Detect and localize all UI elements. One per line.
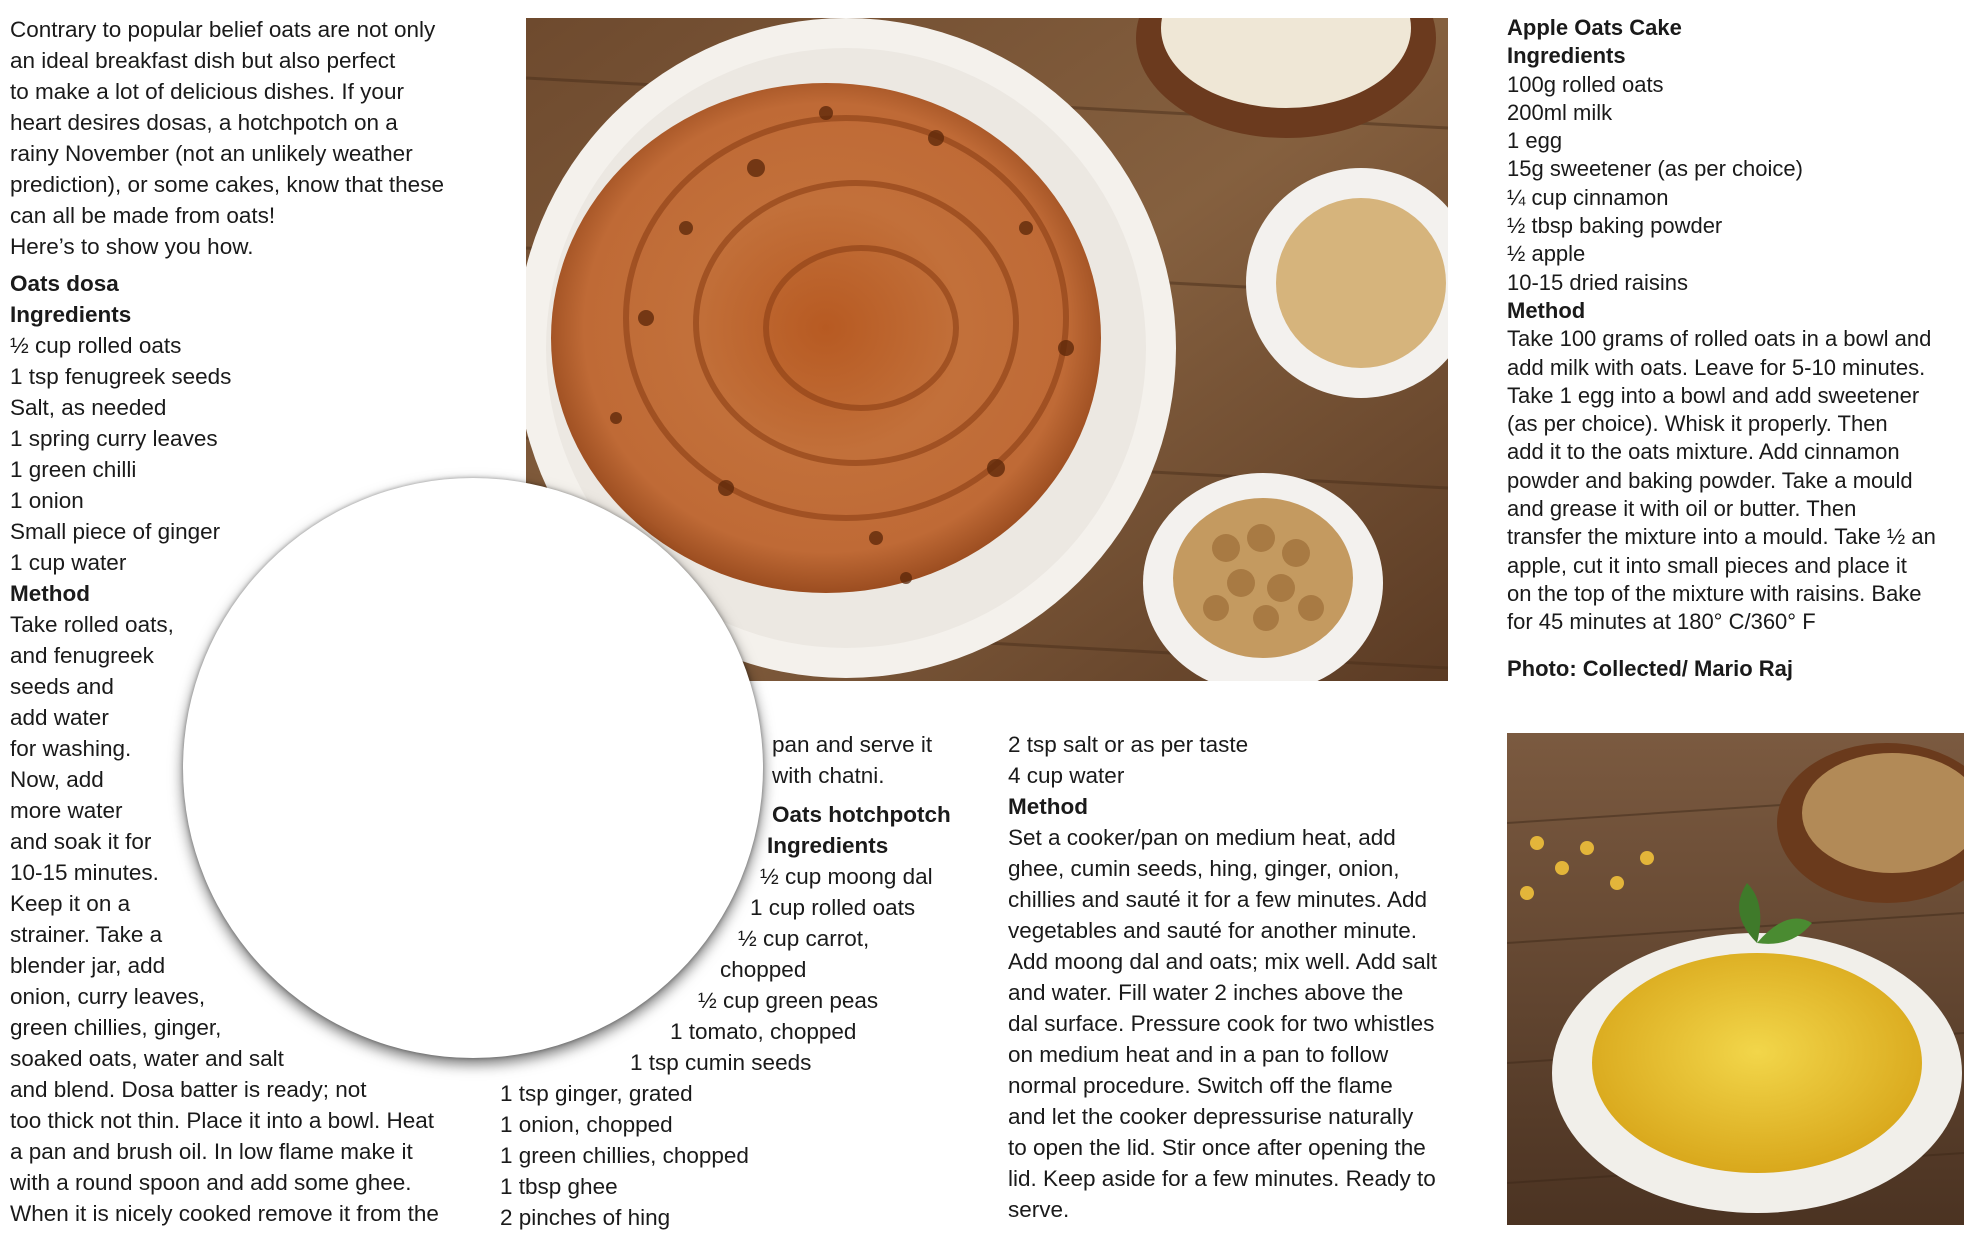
apple-cake-method-line: for 45 minutes at 180° C/360° F — [1507, 609, 1816, 635]
hotchpotch-ingredient: 4 cup water — [1008, 763, 1125, 788]
dosa-method-line: seeds and — [10, 674, 114, 699]
intro-line: can all be made from oats! — [10, 203, 276, 228]
hotchpotch-ingredient: 1 tomato, chopped — [670, 1019, 857, 1044]
apple-cake-ingredients-list — [1507, 71, 1967, 297]
apple-cake-ingredient: ¼ cup cinnamon — [1507, 184, 1669, 210]
dosa-method-line: and blend. Dosa batter is ready; not — [10, 1077, 367, 1102]
hotchpotch-method-line: lid. Keep aside for a few minutes. Ready to — [1008, 1166, 1436, 1191]
dosa-ingredient: Salt, as needed — [10, 395, 167, 420]
dosa-method-line: blender jar, add — [10, 953, 166, 978]
dosa-ingredient: Small piece of ginger — [10, 519, 221, 544]
hotchpotch-method-line: serve. — [1008, 1197, 1070, 1222]
dosa-ingredients-heading: Ingredients — [10, 302, 132, 327]
hotchpotch-ingredient: 1 green chillies, chopped — [500, 1143, 749, 1168]
hotchpotch-method-line: and let the cooker depressurise naturally — [1008, 1104, 1414, 1129]
apple-cake-ingredient: 100g rolled oats — [1507, 71, 1664, 97]
dosa-ingredient: 1 tsp fenugreek seeds — [10, 364, 232, 389]
dosa-method-cont-2: with chatni. — [772, 763, 885, 788]
intro-line: heart desires dosas, a hotchpotch on a — [10, 110, 398, 135]
hotchpotch-ingredient: chopped — [720, 957, 807, 982]
hotchpotch-method-line: normal procedure. Switch off the flame — [1008, 1073, 1393, 1098]
hotchpotch-ingredient: 1 tsp ginger, grated — [500, 1081, 693, 1106]
dosa-ingredient: ½ cup rolled oats — [10, 333, 182, 358]
hotchpotch-method-line: on medium heat and in a pan to follow — [1008, 1042, 1389, 1067]
dosa-method-line: too thick not thin. Place it into a bowl. Heat — [10, 1108, 434, 1133]
hotchpotch-method-line: to open the lid. Stir once after opening the — [1008, 1135, 1426, 1160]
apple-cake-method-text — [1507, 325, 1967, 636]
hotchpotch-ingredient: 2 tsp salt or as per taste — [1008, 732, 1249, 757]
dosa-ingredient: 1 spring curry leaves — [10, 426, 218, 451]
hotchpotch-ingredient: 1 onion, chopped — [500, 1112, 673, 1137]
dosa-method-cont-1: pan and serve it — [772, 732, 933, 757]
dosa-method-line: Now, add — [10, 767, 104, 792]
dosa-title: Oats dosa — [10, 271, 119, 296]
hotchpotch-ingredient: 1 tsp cumin seeds — [630, 1050, 812, 1075]
dosa-ingredient: 1 green chilli — [10, 457, 137, 482]
dosa-method-line: add water — [10, 705, 109, 730]
intro-line: prediction), or some cakes, know that these — [10, 172, 444, 197]
hotchpotch-method-line: dal surface. Pressure cook for two whistles — [1008, 1011, 1435, 1036]
dosa-method-line: Take rolled oats, — [10, 612, 174, 637]
intro-line: Here’s to show you how. — [10, 234, 254, 259]
dosa-method-line: green chillies, ginger, — [10, 1015, 222, 1040]
intro-line: Contrary to popular belief oats are not only — [10, 17, 436, 42]
dosa-method-line: strainer. Take a — [10, 922, 163, 947]
apple-cake-method-line: and grease it with oil or butter. Then — [1507, 496, 1857, 522]
hotchpotch-photo — [1507, 733, 1964, 1225]
apple-cake-method-line: add it to the oats mixture. Add cinnamon — [1507, 439, 1900, 465]
dosa-method-line: for washing. — [10, 736, 132, 761]
intro-paragraph — [10, 14, 480, 262]
apple-cake-ingredient: 15g sweetener (as per choice) — [1507, 156, 1803, 182]
intro-line: an ideal breakfast dish but also perfect — [10, 48, 396, 73]
dosa-method-line: 10-15 minutes. — [10, 860, 159, 885]
dosa-method-line: onion, curry leaves, — [10, 984, 206, 1009]
hotchpotch-ingredient: 1 cup rolled oats — [750, 895, 916, 920]
dosa-method-line: more water — [10, 798, 123, 823]
dosa-ingredient: 1 onion — [10, 488, 84, 513]
apple-cake-ingredient: 1 egg — [1507, 128, 1563, 154]
photo-credit: Photo: Collected/ Mario Raj — [1507, 655, 1794, 681]
dosa-method-line: Keep it on a — [10, 891, 131, 916]
spacer — [1507, 637, 1967, 655]
hotchpotch-method-line: and water. Fill water 2 inches above the — [1008, 980, 1404, 1005]
dosa-ingredient: 1 cup water — [10, 550, 127, 575]
hotchpotch-method-line: Add moong dal and oats; mix well. Add salt — [1008, 949, 1437, 974]
hotchpotch-method-line: chillies and sauté it for a few minutes. Add — [1008, 887, 1427, 912]
column-4 — [1507, 14, 1967, 683]
hotchpotch-title: Oats hotchpotch — [772, 802, 951, 827]
hotchpotch-method-line: Set a cooker/pan on medium heat, add — [1008, 825, 1396, 850]
hotchpotch-ingredients-list — [500, 861, 980, 1233]
hotchpotch-ingredient: ½ cup carrot, — [738, 926, 870, 951]
hotchpotch-ingredients-heading: Ingredients — [767, 833, 889, 858]
hotchpotch-ingredient: 1 tbsp ghee — [500, 1174, 618, 1199]
column-3 — [1008, 729, 1468, 1225]
apple-cake-ingredient: 10-15 dried raisins — [1507, 269, 1688, 295]
apple-cake-ingredient: ½ tbsp baking powder — [1507, 213, 1723, 239]
dosa-method-line: soaked oats, water and salt — [10, 1046, 284, 1071]
dosa-method-line: with a round spoon and add some ghee. — [10, 1170, 412, 1195]
hotchpotch-method-heading: Method — [1008, 794, 1088, 819]
dosa-method-line: and soak it for — [10, 829, 152, 854]
column-2 — [500, 729, 980, 1233]
apple-cake-ingredient: ½ apple — [1507, 241, 1586, 267]
apple-cake-method-heading: Method — [1507, 297, 1586, 323]
apple-cake-method-line: on the top of the mixture with raisins. Bake — [1507, 580, 1922, 606]
apple-cake-method-line: add milk with oats. Leave for 5-10 minutes. — [1507, 354, 1926, 380]
dosa-method-line: When it is nicely cooked remove it from the — [10, 1201, 439, 1226]
dosa-method-line: and fenugreek — [10, 643, 154, 668]
apple-cake-title: Apple Oats Cake — [1507, 15, 1682, 40]
hotchpotch-method-text — [1008, 822, 1468, 1225]
intro-line: rainy November (not an unlikely weather — [10, 141, 413, 166]
apple-cake-method-line: Take 1 egg into a bowl and add sweetener — [1507, 382, 1920, 408]
apple-cake-ingredient: 200ml milk — [1507, 99, 1613, 125]
spacer — [500, 791, 980, 799]
hotchpotch-ingredient: ½ cup moong dal — [760, 864, 933, 889]
apple-cake-ingredients-heading: Ingredients — [1507, 43, 1626, 69]
intro-line: to make a lot of delicious dishes. If your — [10, 79, 404, 104]
apple-cake-method-line: powder and baking powder. Take a mould — [1507, 467, 1913, 493]
apple-cake-method-line: Take 100 grams of rolled oats in a bowl and — [1507, 326, 1932, 352]
hotchpotch-ingredient: ½ cup green peas — [698, 988, 879, 1013]
dosa-method-line: a pan and brush oil. In low flame make it — [10, 1139, 413, 1164]
hotchpotch-method-line: vegetables and sauté for another minute. — [1008, 918, 1418, 943]
dosa-method-heading: Method — [10, 581, 90, 606]
hotchpotch-ingredient: 2 pinches of hing — [500, 1205, 671, 1230]
apple-cake-method-line: apple, cut it into small pieces and place it — [1507, 552, 1907, 578]
apple-cake-method-line: (as per choice). Whisk it properly. Then — [1507, 411, 1888, 437]
hotchpotch-method-line: ghee, cumin seeds, hing, ginger, onion, — [1008, 856, 1400, 881]
apple-cake-method-line: transfer the mixture into a mould. Take ½ an — [1507, 524, 1936, 550]
